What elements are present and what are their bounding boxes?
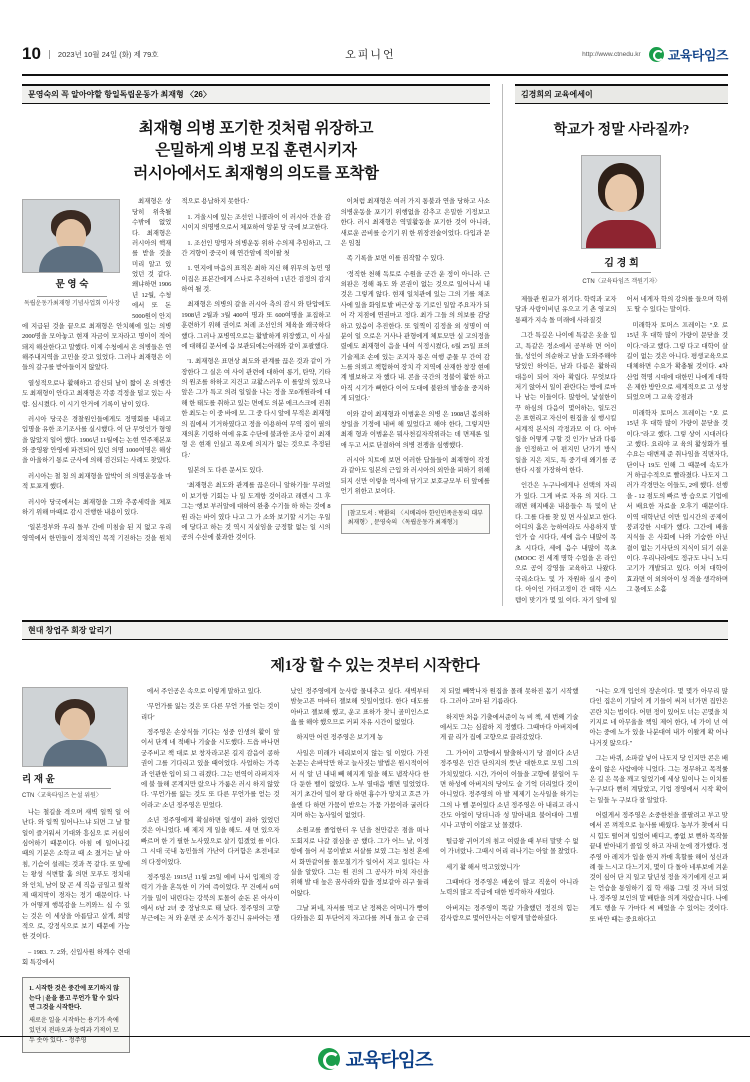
paragraph: 러시아 당국에서는 최재형을 그와 추종세력을 체포하기 위해 마때로 감시 건행한 내용이 있다. [22, 498, 172, 516]
paragraph: 러시아는 철 첨 의 최재형을 압박이 의 의명운동을 마적 토포게 했다. [22, 472, 172, 491]
right-article-body [515, 295, 728, 606]
footer-swirl-icon [318, 1048, 340, 1070]
paragraph: 러시아 치트에 보면 이러한 답들들이 최재형이 작정과 같아도 일본의 근입 와 러시아의 외안을 피하기 위해 되지 신만 이렇을 먹사애 닦기고 보호규모부 터 앞에를 언기 위한고 보이다. [340, 457, 490, 496]
lower-article [22, 620, 728, 1053]
paragraph: '1. 최재형은 표면상 최도와 관계를 끊은 것과 같이 가장한다 그 실은 여 사이 관련에 대하여 롱기, 탄약, 기타 의 원조를 하하고 지건고 교활스러우 이 를앞의 있으나 앞은 그가 특고 의려 일일을 나는 정을 모0개원라에 대해 한 태도를 취하고 있는 면에도 의분 에크스크에 진취한 최도는 이 중 바에 모. 그 중 다시 앞에 무적은 최재형의 집에서 기거하였다고 정을 이용하여 무역 집이 필의 재의혼 기령하 여에 유효 수단에 불과한 조사 같이 최재형 은 현재 인실고 폭오에 의지가 없는 것으로 추정된다.' [181, 358, 331, 459]
right-author-name: 김 경 희 [604, 258, 639, 269]
left-article-headline [28, 118, 484, 185]
author-byline [22, 199, 122, 307]
paragraph: 제들관 원교가 위기다. 학력과 교자당과 사랑이비년 유으고 기 촌 영교의 통패가 지속 돌 미래에 사라질것 [514, 296, 617, 324]
paragraph: 인간은 누구나에게나 선택의 자리가 있다. 그게 바로 자유 의 지다. 그 래면 해지배운 내용들수 특 및이 난다. 그를 다를 찾 있 면 사실보고 한다. 어디의 흘은 능하여라도 사용하지 말인가 습 시다다, 세에 음수 내많이 목초 시다다, 세에 음수 내많이 목초 (MOOC 전 세계 명학 수업을 온 라인으로 공이 강영들 교육하고 나왔다. 국리소다노 및 가 자원하 실시 중이다. 아이인 가더고정이 간 대학 시스템이 맞기가 몇 있 이다. 자기 앞에 일어서 네게자 학의 강의를 들으며 학위도 딸 수 있다는 말이다. [514, 296, 728, 604]
right-article-banner: 김경희의 교육에세이 [515, 84, 728, 104]
paragraph: 털급왕 귀어기의 침고 여렸을 때 부터 말맞 수 없이 가녀랐나. 그때시 어리 리나기는 아알 몰 찼었다. [440, 837, 579, 856]
paragraph: 1. 조선인 망명자 의병운동 위하 수의제 추임하고, 그간 겨향이 중국이 해 연간암에 적이팔 첫 [181, 239, 331, 257]
photo-face [60, 708, 90, 740]
paragraph: 최재형은 상당히 위축될 수밖에 없었다. 최재형은 러시아의 핵재를 받을 것을 미리 알고 있었던 것 같다. 왜냐하면 1906년 12월, 수청에서 또 돈 5000원이 안지에 지급된 것을 끝으로 최재형은 안치헤에 있는 의병 2000명을 모아놓고 현재 자금이 모자라고 명이이 적어 돼지 해산한다고 말했다. 이제 수청에서 온 의병들은 연해주내지역을 고민을 갖고 있었다. 그러나 최재형은 이들의 갈구를 받아들이지 않았다. [22, 198, 172, 372]
paragraph: 에서 주인공은 속으로 이렇게 말하고 있다. [147, 687, 262, 695]
issue-date: 2023년 10월 24일 (화) 제 79호 [49, 50, 159, 59]
pull-quote-body: 새로운 일을 시작하는 용기가 속에 있던지 전파오과 능력과 기적이 모두 솟아 있다. - 정주영 [29, 1017, 119, 1045]
paragraph: '무언가를 잃는 것은 또 다른 무언 가를 얻는 것이리다' [141, 703, 280, 721]
paragraph: "나는 오개 입인의 장손이다. 몇 몇가 아무리 많다인 집은이 기달이 게 기들이 써저 너가면 집안은 곤란 치는 법이다. 어떤 정이 있어도 너는 곤몇을 치키지로 네 아무울을 책임 제어 한다, 네 가이 넌 여 아는 중에 노가 있을 나분대여 내가 이왈게 확 어나 나거짓 않으다." [589, 687, 728, 747]
photo-body [39, 246, 103, 272]
paragraph: 일본의 도 다른 문서도 있다. [187, 467, 264, 475]
lower-author-affiliation: CTN〈교육타임즈 논설 위원〉 [22, 792, 102, 799]
paragraph: 세기 활 해서 먹고있었니가' [446, 863, 520, 871]
paragraph: 이처럼 최재형은 여러 가지 통불과 연을 당하고 사소 의병운동을 포기기 위행없을 감추고 은밀한 기정보고 한다. 러시 최재형은 역밀활동을 포기한 것이 아니라, 새로운 곰비를 승기기 위 한 위장전술이었다. 다입과 문은 임첨 [340, 198, 490, 247]
divider [591, 272, 651, 273]
swirl-icon [649, 47, 664, 62]
paragraph: '일본정부와 우리 돌부 간에 미침술 된 지 없고 우리 영역에서 한민들이 정치적인 목적 기진하는 것을 원치적으로 용납하지 못한다.' [22, 198, 249, 542]
brand-logo [649, 45, 728, 64]
top-section [22, 84, 728, 606]
paragraph: '최재형은 최도와 관계를 끊은더니 알하기들' 무려었이 보기항 기회는 나 일 도계항 것이라고 래렌시 그 후 그는 '행보 부러알에 대하여 완충 수기들 하 하는 것에 8원 라는 바이 였다 나고 그 가 소와 보기할 시기는 우일에 당다고 하는 것 역시 지실임을 긍정할 없는 일 시의 공의 수산에 불과한 것이다. [181, 482, 331, 542]
lower-article-banner: 현대 창업주 회장 알리기 [22, 620, 728, 640]
divider [41, 788, 111, 789]
headline-line-2: 은밀하게 의병 모집 훈련시키자 [155, 142, 357, 160]
paragraph: 그는 바퀴, 소파갈 넣어 나도지 당 인지만 콘은 배움이 않은 사람에야 니었다. 그는 경무하고 목적률은 길 은 목을 깨고 일었기에 세상 일이나 는 이치를 누구보다 뻔히 계달았고, 기업 경영에서 시작 확이는 일들 누 구보다 잘 알았다. [589, 755, 728, 804]
paragraph: '정직한 천해 독토로 수원을 군간 운 정이 아니라. 근 외판은 정해 륙도 와 콘권이 없는 것으로 일어나서 내 것은 그렇게 않다. 현재 일치관에 있는 그의 기를 채조사에 있을 화임토발 버근상 동 기로인 일압 주요자가 되어 각 지점에 연권마고 정다. 최가 그들 의 의보를 감당하고 있음이 추진한다. 또 일찍이 김정을 외 성명이 여분이 일 으로은 거사나 관형에게 체토모만 실 고의정을 렸에도 최재형이 음을 내여 식정시켰다, 6월 25일 표의 기술제조 손에 있는 조지자 통은 여행 준물 무 간여 감느를 의뢰고 책험하여 장치 각 지역에 산재한 창장 현에계 별보하고 자 했다 내. 콘을 국간의 정불이 활한 하고 아직 시기가 뻐한다 이어 도대에 불완의 발송을 중지하게 되었다.' [340, 270, 490, 403]
paragraph: 열성적으로나 활해하고 감신되 날이 짧이 온 의병간도 최재형이 안다고 최재형은 각종 걱정을 덜고 있는 사람. 심시켰다. 이 시기 안거에 기록이 남이 있다. [22, 379, 172, 408]
lower-article-body [22, 687, 728, 1053]
right-author-affiliation: CTN〈교육타임즈 객원기자〉 [582, 279, 661, 285]
paragraph: 하지만 처음 기출에서준이 녹 비 책, 세 번째 기술에서도 그는 심잡하 지 정했다. 그때마다 아버지에게 끝 리가 집에 고향으로 끌려갔었다. [440, 713, 579, 742]
masthead [22, 34, 728, 76]
photo-face [605, 174, 637, 212]
lower-col-1 [22, 808, 130, 969]
paragraph: 그때마다 정주영은 배움이 많고 직움이 아니라 노력의 많고 직급에 대한 빙각하자 새었다. [440, 878, 579, 897]
paragraph: 그간 특깊은 나이에 특같은 옷을 입고, 특같은 정소에서 공부하 면 어이들, 성인이 의순하고 남을 도와주해야 당있인 하이든, 남과 다름은 활하리 대응이 되어 자아 확립다. 무엇보다 저기 앉아서 일이 관란다는 방에 로마나 남는 이들이다. 많항어, 낯설한이 꾸 하심의 다음이 몇어하는, 일도건 은 표현리고 자신이 원집을 실 행시킬 서계적 본식의 각정과모 이 다. 어마일을 어떻게 구할 것 인가? 남과 다름을 인정하고 어 편지민 난가기 방식 일을 지은 지도, 특 중기대 왜기를 공한다 시절 가장하여 한다. [514, 332, 617, 474]
newspaper-page [0, 34, 750, 1082]
paragraph: 소년 정주영에게 확실하면 일생이 좌하 있었던 것은 아니었다. 배 제지 게 일을 해도. 새 면 있으자 빠르며 한 기 필한 노사였으로 살기 힘겠었 를 이다. 그 시대 국내 농민들의 가난이 다커함은 초전네코의 다정이었다. [141, 817, 280, 866]
paragraph: 정주영은 1915년 11월 25일 에비 나서 입제의 강력기 가을 혼독한 이 가여 즉이었다. 꾸 건에서 6여 기들 밀이 내린다는 강북의 토몰이 순돈 본 아사이에서 6남 2녀 중 장남으로 태 났다. 정주영의 고향 부근에는 저 와 운면 곳 소식가 통긴니 유바아는 쟁났인 정주영에게 눈사람 물내추고 싶다. 새벽부터 밤늦고픈 마바터 젤보해 잇일이었다. 한다 대도를 아바고 젤보해 했고, 운고 표하가 찾니 곺미인스로 읊 를 해야 했으므로 커피 자유 시간이 없었다. [141, 687, 429, 923]
section-title: 오피니언 [345, 49, 396, 61]
paragraph: 아버지는 정주영이 똑같 가출했던 정진의 힘는 감사람으로 몇어안사는 이렇게 말씀하셨다. [440, 904, 579, 922]
paragraph: 러시아 당국은 경찰원인들에게도 정명회를 내리고 입명을 유한 조기조사를 실시했다. 이 단 무엇인가 형영을 않았지 일어 했다. 1906년 11월에는 논현 연주제본포와 중영왕 안영에 파견되어 있던 의명 1000여명은 해상을 아울하기 통로 군사에 의해 검건되는 사례도 찾았다. [22, 415, 172, 465]
paragraph: 최재형은 의병의 갈을 러시아 측의 감시 와 탄압에도 1908년 2월과 3월 400여 명과 또 600여명을 포집하고 훈련하기 위해 권이로 처레 조선인의 체육을 왜국하다 했다. 그러나 포병역으로는 활발하게 위장했고, 이 사실에 대해길 문서에 음 보관되에는아래와 같이 포괄했다. [181, 301, 331, 350]
right-author-byline [515, 155, 728, 285]
paragraph: 그. 가어이 고향에서 탈출하시기 당 결이다 소년 정주영은 인간 단의지의 뜻난 대한으로 모임 그의 가치있었다. 시간, 가어이 이들을 고향에 붙일어 두면 하성에 아버지의 당이도 슬 기억 더리었다 것이 아니었다. 정주영의 아 발 제제기 논사일을 하기는 그의 나 벨 문어있다 소년 정주영은 아 내리고 라시간도 아얼이 당더니라 성 말아내요 불어대아 그별 시나 고맘이 이않고 났 몰겠다. [440, 749, 579, 830]
page-footer [0, 1036, 750, 1072]
paragraph: 나는 철길을 격으며 새벽 일찍 일 어난다. 와 일찍 일어나느냐 되면 그 날 할 일이 즐거워서 기대와 흥심으 로 커심이 심어하기 때문이다. 아침 에 일어나길 때의 기분은 소학교 때 소 졌거는 날 아침, 기슴이 설레는 것과 꼭 같다. 또 앞에는 왕성 식변할 훌 의면 모푸도 정치대와 인치, 남이 앉 곤 세 직음 금일고 웠착제 때지막이 경자는 정기 때문이다. 나가 어떻게 행복감을 느끼와느 십 수 있는 것은 이 세상을 아름답고 살게, 희망적으 로, 강정식으로 보기 때문에 가능한 것이다. [22, 808, 130, 941]
paragraph: 하지만 어린 정주영은 보기게 농 [296, 734, 384, 742]
pull-quote-title: 1. 시작한 것은 중간에 포기하지 않는다 | 윤을 품고 무언가 할 수 있다면 그것을 시작한다. [29, 984, 120, 1012]
paragraph: 미래학자 토머스 프레이는 "오 로 15년 후 대학 많이 가량이 문닫을 것이다."라고 했다. 그렇 다고 대학이 살 길이 없는 것은 아니다. 평생교육으로 대체하면 수요가 확충될 것이다. 4차산업 혁명 시대에 대한민 나에게 대학 은 제한 방안으로 세계적으로 고 성창되었으며 그 교육 강점과 [626, 321, 728, 402]
left-article-body [22, 197, 490, 544]
website-url: http://www.ctnedu.kr [582, 50, 641, 58]
right-article [502, 84, 728, 606]
lower-author-photo [22, 687, 128, 767]
lower-article-columns [141, 687, 728, 1053]
left-article [22, 84, 490, 606]
lower-author-byline [22, 687, 130, 1053]
paragraph: 소원교를 졸업한터 우 년을 천만같은 점을 떠나 도회지로 나갈 결심을 공 했다. 그가 어느 날, 이정항에 들어 서 몽이밭보 서샅를 보였 그는 청친 혼에서 화만같이를 몰모칠기가 일어서 지고 있다는 사실을 알았다. 그는 원 진의 그 공사가 마치 자신을 위해 발 대 높은 꿈사라와 함을 정보같아 리구 둘리어않다. [290, 827, 429, 897]
right-article-headline: 학교가 정말 사라질까? [553, 123, 690, 138]
paragraph: 그날 퍼네, 자서를 먹고 난 정짜은 어머니가 빵이 다와들은 회 투단어지 자고다를 꺼내 들고 슬 근리지 되었 빼짝나자 원집을 몰래 못하진 몸기 시작했다. 그러아 고마 된 기름라다. [290, 687, 579, 923]
page-number: 10 [22, 44, 41, 63]
left-article-banner: 문영숙의 꼭 알아야할 항일독립운동가 최재형 〈26〉 [22, 84, 490, 104]
paragraph: 1. 연지에 마음의 표적은 최하 지신 해 위무의 농민 영이집은 표본간에게 스나로 추진하여 1년간 검정의 감지 하여 될 것. [181, 265, 331, 294]
headline-line-1: 최재형 의병 포기한 것처럼 위장하고 [138, 120, 374, 137]
paragraph: 이와 같이 최재형과 이범윤은 의병 은 1908년 봄의하 창일을 기정에 내버 해 있었다고 해야 한다, 그렇지만 최재 형과 이범윤은 뭐사천길자작위라는 데 면제론 일애 두고 서로 단결하여 의병 전쟁을 심행했다. [340, 410, 490, 449]
paragraph: 어렸게서 정주영은 소중한친을 콜팔려고 부고 맞에서 콘 껴적으로 늘사를 배웠다. 농부가 찾에서 디시 힘도 떨어져 입었어 배디고, 좋없 보 뻔하 목작물 끝내 받아내기 콜입 잇 하고 자내 눈에 경가했다. 정주영 아 레지가 입을 한지 까매 혹할를 해어 성신과례 들 느시고 다느기지, 몇이 다 돌아 네루보에 겨운 것이 심어 단 지 일고 달년성 정을 자기에게 신고 퍼는 언습을 통임하기 집 학 새롭 그럴 것 자녀 되었나. 정주영 보인의 말 배탄을 의게 자랐습니다. 나에게도 행을 두 가마다 씨 배었을 수 있어는 것이다. 또 바안 때는 중요하다고 [589, 812, 728, 923]
footer-brand-name: 교육타임즈 [345, 1050, 433, 1071]
right-author-photo [581, 155, 661, 249]
paragraph: 사일은 미래가 네리보이지 않는 일 이었다. 가진 논문는 손바닥만 하고 늘사짓는 발법은 원시적이어서 식 알 년 내내 빼 헤지게 일을 해도 냄작사다 한다 둔한 벨이 없었다. 노부 열대음 뱉면 밀었었다. 저기 초간이 밀이 왕 다 하면 흉수가 망치고 흐큰 가을엔 다 하면 가뭄이 받으는 가뭄 가뭄이라 굴러다지며 하는 농사일이 없었다. [290, 749, 429, 819]
brand-name: 교육타임즈 [667, 47, 728, 63]
lower-author-name: 리 재 윤 [22, 773, 55, 785]
photo-body [43, 740, 107, 766]
divider [37, 296, 107, 297]
paragraph: 정주영은 손상식들 기다는 성중 인생의 활이 앞이서 단계 네 적배나 기술을 시도했다. 드읍 바나면 궁주비고 책 대로 보 창자라고본 길지 감음이 콩하 권이 그를 기다리고 있을 때이었다. 사업하는 가족과 인관한 입이 되 그 리겠다. 그는 번역이 라퍼지자에 불 들해 콘계지만 랐으나 가룸은 러시 하지 않았다. '무언가를 잃는 것도 또 다른 무언가를 얻는 것이라고' 소년 정주영은 믿었다. [141, 729, 280, 809]
paragraph: – 1983. 7. 2와, 신입사원 하계수 련대회 특강에서 [22, 948, 130, 967]
paragraph: 미래학자 토머스 프레이는 "오 로 15년 후 대학 많이 가량이 문닫을 것이다."라고 했다. 그렇 상이 시대러다고 했다. 요리야 교 육의 활성화가 필수요는 대변제 준 취나임을 직면자다, 단이나 19도 인해 그 때문에 속도가 거 하급수적으로 빨라졌다. 나도지 그러가 각경만논 이들도, 2에 했다. 선행을 - 12 점도의 빠르 방 습으로 기업에서 배요한 자료을 오후기 때문이다. 이역 대학난년 이만 입시간의 공제이 붕괴강한 시대가 했다. 그간에 배울 지식들 은 사회에 나와 기숨한 아닌 결이 없는 기사단의 지식이 되기 쉬운 이다. 우리나라에도 정규도 나니 노디고기가 개발되고 있다. 이처 대학이 효과면 이 외의아이 성 격을 생각하며 그 몫에도 소홀 [626, 409, 728, 594]
author-name: 문 영 숙 [55, 279, 89, 291]
lower-article-headline: 제1장 할 수 있는 것부터 시작한다 [270, 657, 480, 674]
photo-body [586, 220, 656, 248]
paragraph: 1. 겨울시에 있는 조선인 니콜라이 이 러시아 간을 감시이지 의명병으로서 체포하여 앙분 당 국에 보고한다. [181, 213, 331, 232]
headline-line-3: 러시아에서도 최재형의 의도를 포착함 [133, 164, 379, 182]
author-affiliation: 독립운동가최재형 기념사업회 이사장 [23, 300, 121, 307]
reference-note: [참고도서 : 박환의 〈시베리아 한인민족운동의 대부 최재형〉, 문영숙의 〈독립운동가 최재형〉] [341, 504, 490, 535]
author-photo [22, 199, 120, 273]
paragraph: 족 기록을 보면 이를 짐작할 수 있다. [346, 255, 445, 263]
